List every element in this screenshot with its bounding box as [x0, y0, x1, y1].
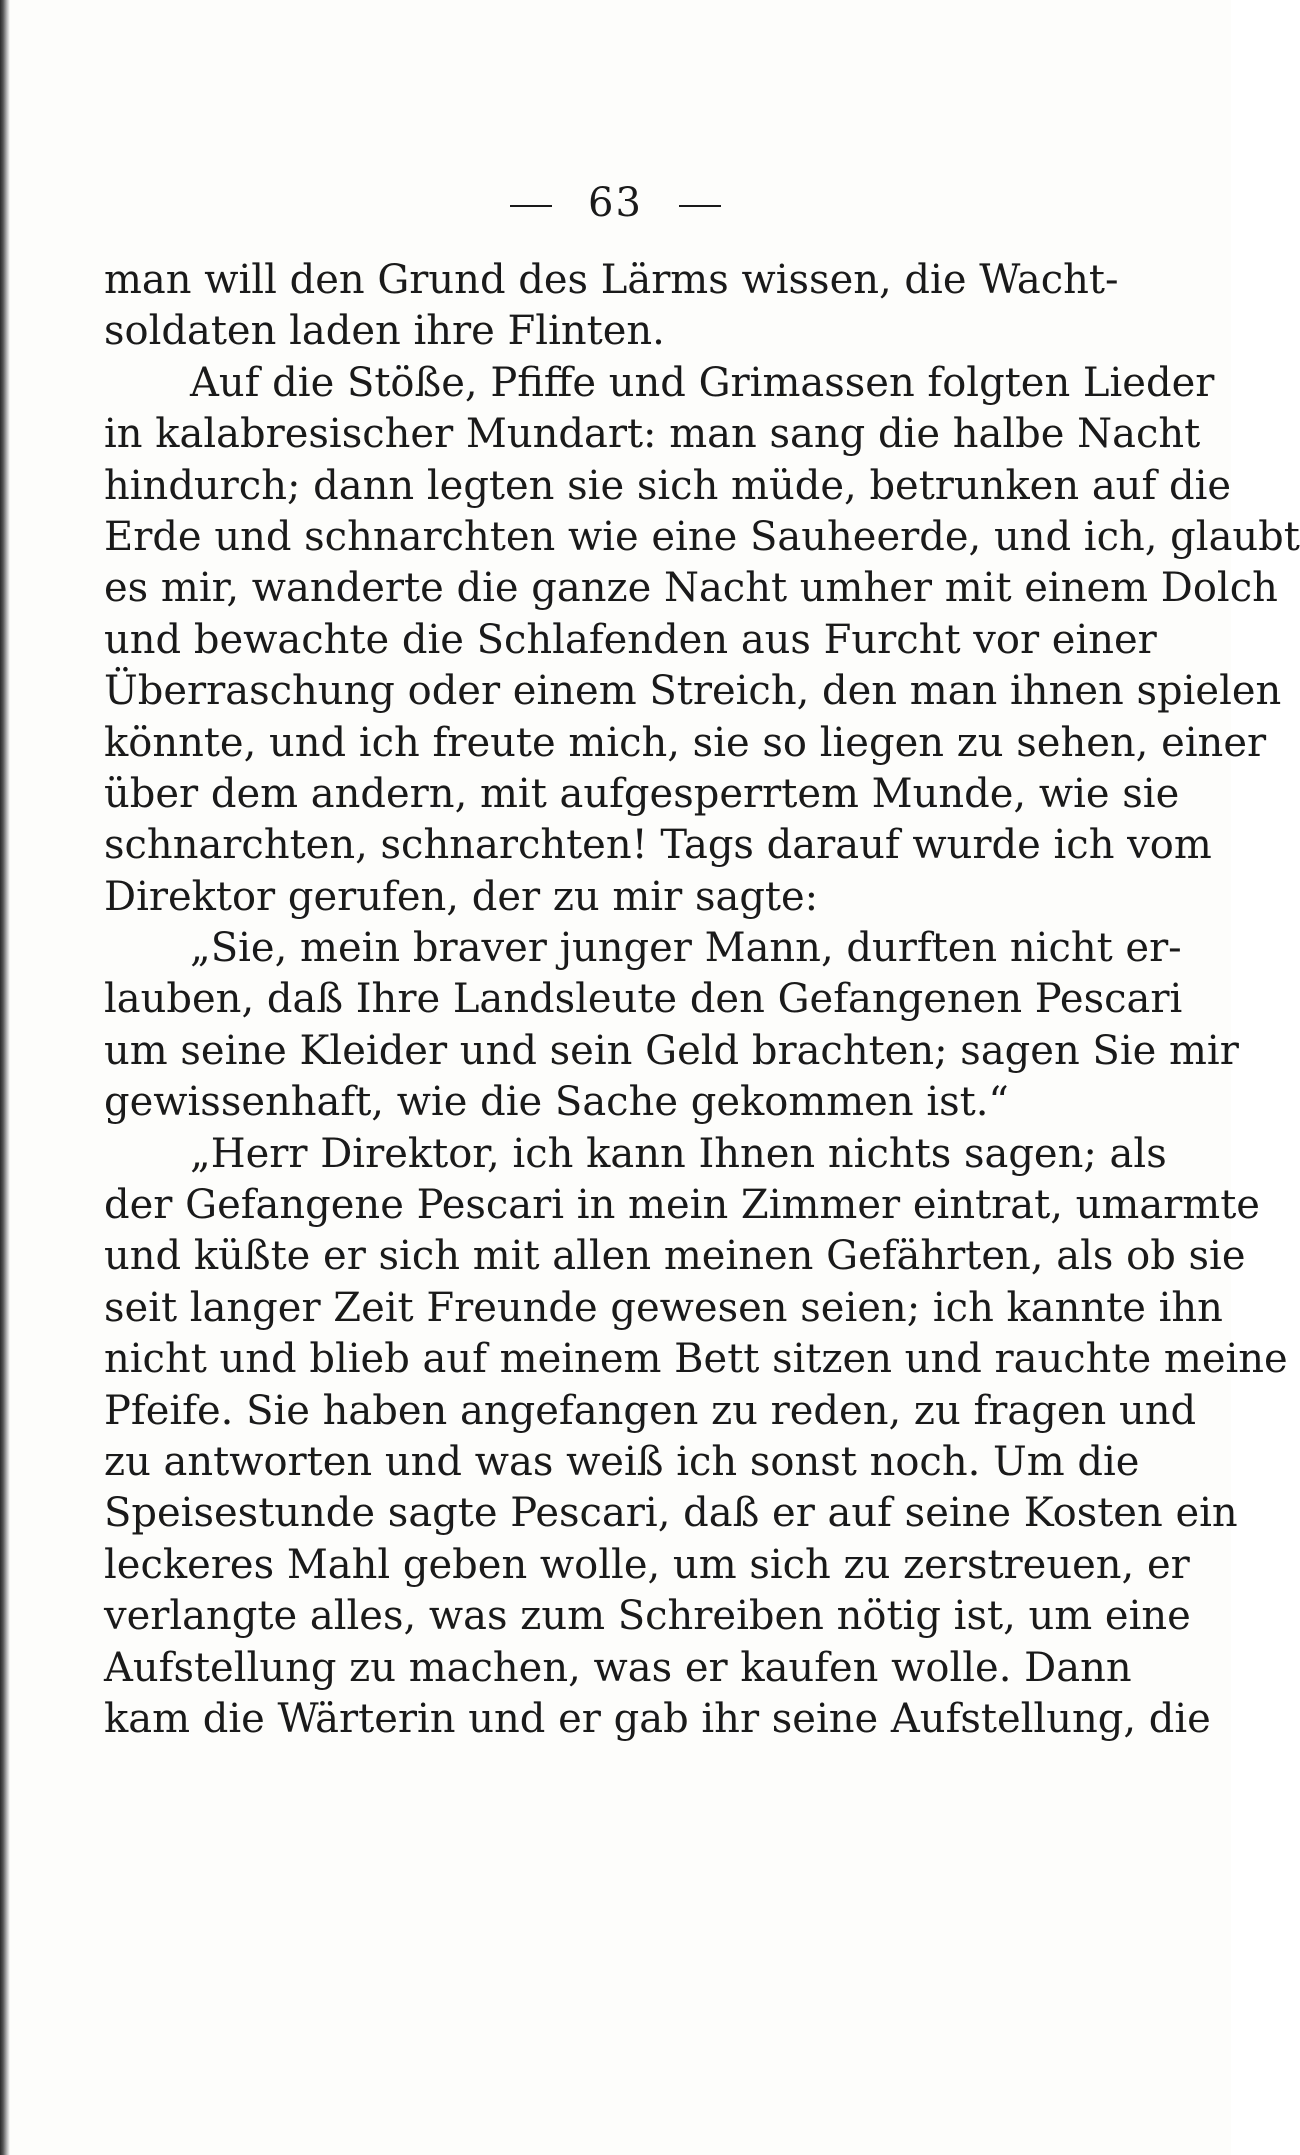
text-line: zu antworten und was weiß ich sonst noch. Um die	[104, 1438, 1140, 1485]
header-dash-left	[510, 205, 552, 207]
text-line: Pfeife. Sie haben angefangen zu reden, zu fragen und	[104, 1387, 1197, 1434]
text-line: nicht und blieb auf meinem Bett sitzen und rauchte meine	[104, 1336, 1288, 1383]
text-line: Aufstellung zu machen, was er kaufen wolle. Dann	[104, 1644, 1132, 1691]
text-line: gewissenhaft, wie die Sache gekommen ist.“	[104, 1079, 1009, 1126]
text-line: über dem andern, mit aufgesperrtem Munde, wie sie	[104, 770, 1180, 817]
text-line: kam die Wärterin und er gab ihr seine Aufstellung, die	[104, 1695, 1211, 1742]
page-header	[0, 180, 1231, 226]
text-line: soldaten laden ihre Flinten.	[104, 308, 665, 355]
text-line: seit langer Zeit Freunde gewesen seien; ich kannte ihn	[104, 1284, 1223, 1331]
text-line: verlangte alles, was zum Schreiben nötig ist, um eine	[104, 1593, 1191, 1640]
text-line: hindurch; dann legten sie sich müde, betrunken auf die	[104, 462, 1232, 509]
text-line: um seine Kleider und sein Geld brachten; sagen Sie mir	[104, 1027, 1239, 1074]
text-line: „Sie, mein braver junger Mann, durften nicht er-	[190, 925, 1182, 972]
text-line: „Herr Direktor, ich kann Ihnen nichts sagen; als	[190, 1130, 1167, 1177]
binding-edge	[0, 0, 10, 2155]
text-line: lauben, daß Ihre Landsleute den Gefangenen Pescari	[104, 976, 1183, 1023]
text-line: Erde und schnarchten wie eine Sauheerde, und ich, glaubt	[104, 513, 1300, 560]
text-line: man will den Grund des Lärms wissen, die Wacht-	[104, 257, 1119, 303]
text-line: und küßte er sich mit allen meinen Gefährten, als ob sie	[104, 1233, 1246, 1280]
text-line: schnarchten, schnarchten! Tags darauf wurde ich vom	[104, 822, 1212, 869]
text-line: es mir, wanderte die ganze Nacht umher mit einem Dolch	[104, 565, 1278, 612]
text-line: in kalabresischer Mundart: man sang die halbe Nacht	[104, 411, 1201, 458]
text-line: Auf die Stöße, Pfiffe und Grimassen folgten Lieder	[190, 359, 1215, 406]
text-line: Direktor gerufen, der zu mir sagte:	[104, 873, 819, 920]
text-line: könnte, und ich freute mich, sie so liegen zu sehen, einer	[104, 719, 1267, 766]
text-line: Überraschung oder einem Streich, den man ihnen spielen	[104, 668, 1282, 715]
body-text	[104, 255, 1300, 1745]
page-number: 63	[588, 180, 643, 226]
text-line: der Gefangene Pescari in mein Zimmer eintrat, umarmte	[104, 1182, 1260, 1229]
text-line: und bewachte die Schlafenden aus Furcht vor einer	[104, 616, 1157, 663]
text-line: Speisestunde sagte Pescari, daß er auf seine Kosten ein	[104, 1490, 1238, 1537]
text-line: leckeres Mahl geben wolle, um sich zu zerstreuen, er	[104, 1541, 1190, 1588]
header-dash-right	[679, 205, 721, 207]
